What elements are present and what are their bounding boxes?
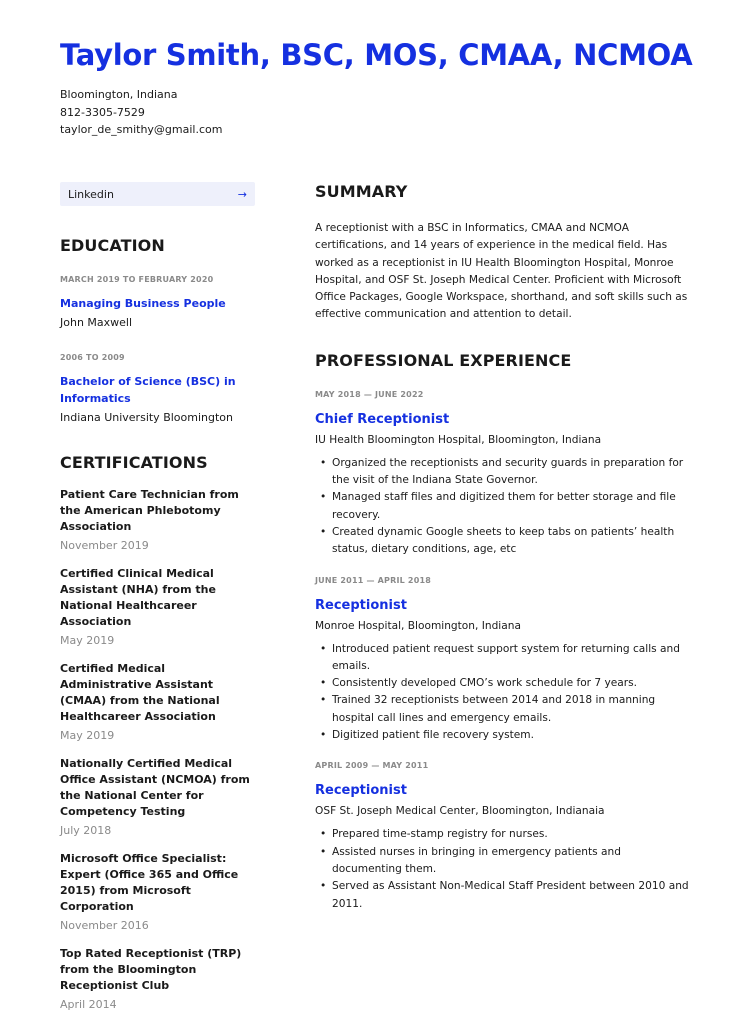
job-organization: IU Health Bloomington Hospital, Bloomington, Indiana [315,433,602,446]
certifications-heading: CERTIFICATIONS [60,453,208,472]
job-bullet: • Organized the receptionists and security guards in preparation for the visit of the Indiana State Governor. [315,455,690,490]
job-date: JUNE 2011 — APRIL 2018 [315,575,431,585]
certification-list [60,487,255,1013]
certification-name: Certified Medical Administrative Assistant (CMAA) from the National Healthcareer Association [60,662,220,723]
job-date: MAY 2018 — JUNE 2022 [315,389,424,399]
arrow-right-icon: → [237,187,247,201]
job-bullet: • Prepared time-stamp registry for nurses. [315,826,690,843]
candidate-name: Taylor Smith, BSC, MOS, CMAA, NCMOA [60,38,693,72]
linkedin-link[interactable] [60,182,255,206]
certification-name: Certified Clinical Medical Assistant (NHA) from the National Healthcareer Association [60,567,216,628]
education-degree: Bachelor of Science (BSC) in Informatics [60,375,236,405]
certification-item [60,661,255,744]
linkedin-label: Linkedin [68,187,114,201]
job-date: APRIL 2009 — MAY 2011 [315,761,429,771]
certification-item [60,487,255,554]
education-degree: Managing Business People [60,297,226,310]
certification-name: Microsoft Office Specialist: Expert (Office 365 and Office 2015) from Microsoft Corporation [60,852,239,913]
job-title: Chief Receptionist [315,411,450,427]
certification-item [60,756,255,839]
job-bullet: • Digitized patient file recovery system. [315,727,690,744]
job-bullet: • Trained 32 receptionists between 2014 and 2018 in manning hospital call lines and emergency emails. [315,692,690,727]
job-bullet: • Managed staff files and digitized them for better storage and file recovery. [315,489,690,524]
certification-item [60,851,255,934]
education-entry [60,275,255,331]
certification-date: July 2018 [60,824,112,837]
education-date: 2006 TO 2009 [60,353,125,362]
certification-date: May 2019 [60,634,115,647]
experience-heading: PROFESSIONAL EXPERIENCE [315,350,572,370]
certification-date: May 2019 [60,729,115,742]
left-column [60,182,255,1025]
job-bullet: • Consistently developed CMO’s work schedule for 7 years. [315,675,690,692]
certification-date: November 2019 [60,539,149,552]
job-entry [315,761,690,912]
certification-name: Nationally Certified Medical Office Assistant (NCMOA) from the National Center for Competency Testing [60,757,250,818]
contact-info [60,86,222,139]
contact-phone: 812-3305-7529 [60,105,145,119]
education-heading: EDUCATION [60,236,165,255]
certification-date: November 2016 [60,919,149,932]
job-organization: OSF St. Joseph Medical Center, Bloomington, Indianaia [315,805,605,818]
certification-date: April 2014 [60,998,117,1011]
job-bullet: • Assisted nurses in bringing in emergency patients and documenting them. [315,844,690,879]
education-school: Indiana University Bloomington [60,411,233,424]
job-bullet: • Created dynamic Google sheets to keep tabs on patients’ health status, dietary conditions, age, etc [315,524,690,559]
contact-email[interactable]: taylor_de_smithy@gmail.com [60,123,223,136]
job-bullets [315,641,690,745]
summary-heading: SUMMARY [315,182,408,201]
right-column [315,182,690,913]
contact-location: Bloomington, Indiana [60,88,178,101]
certification-name: Patient Care Technician from the American Phlebotomy Association [60,488,239,533]
job-bullet: • Served as Assistant Non-Medical Staff President between 2010 and 2011. [315,878,690,913]
job-bullet: • Introduced patient request support system for returning calls and emails. [315,641,690,676]
job-title: Receptionist [315,783,407,799]
job-organization: Monroe Hospital, Bloomington, Indiana [315,619,521,632]
job-entry [315,576,690,745]
job-title: Receptionist [315,597,407,613]
certification-item [60,566,255,649]
education-entry [60,353,255,426]
education-school: John Maxwell [60,316,133,329]
certification-item [60,946,255,1013]
education-date: MARCH 2019 TO FEBRUARY 2020 [60,275,214,284]
job-bullets [315,455,690,559]
job-entry [315,390,690,559]
job-bullets [315,826,690,912]
summary-text: A receptionist with a BSC in Informatics, CMAA and NCMOA certifications, and 14 years of experience in the medical field. Has worked as a receptionist in IU Health Bloomington Hospital, Monroe Hospital, and OSF St. Joseph Medical Center. Proficient with Microsoft Office Packages, Google Workspace, shorthand, and soft skills such as effective communication and attention to detail. [315,222,688,321]
certification-name: Top Rated Receptionist (TRP) from the Bloomington Receptionist Club [60,947,242,992]
